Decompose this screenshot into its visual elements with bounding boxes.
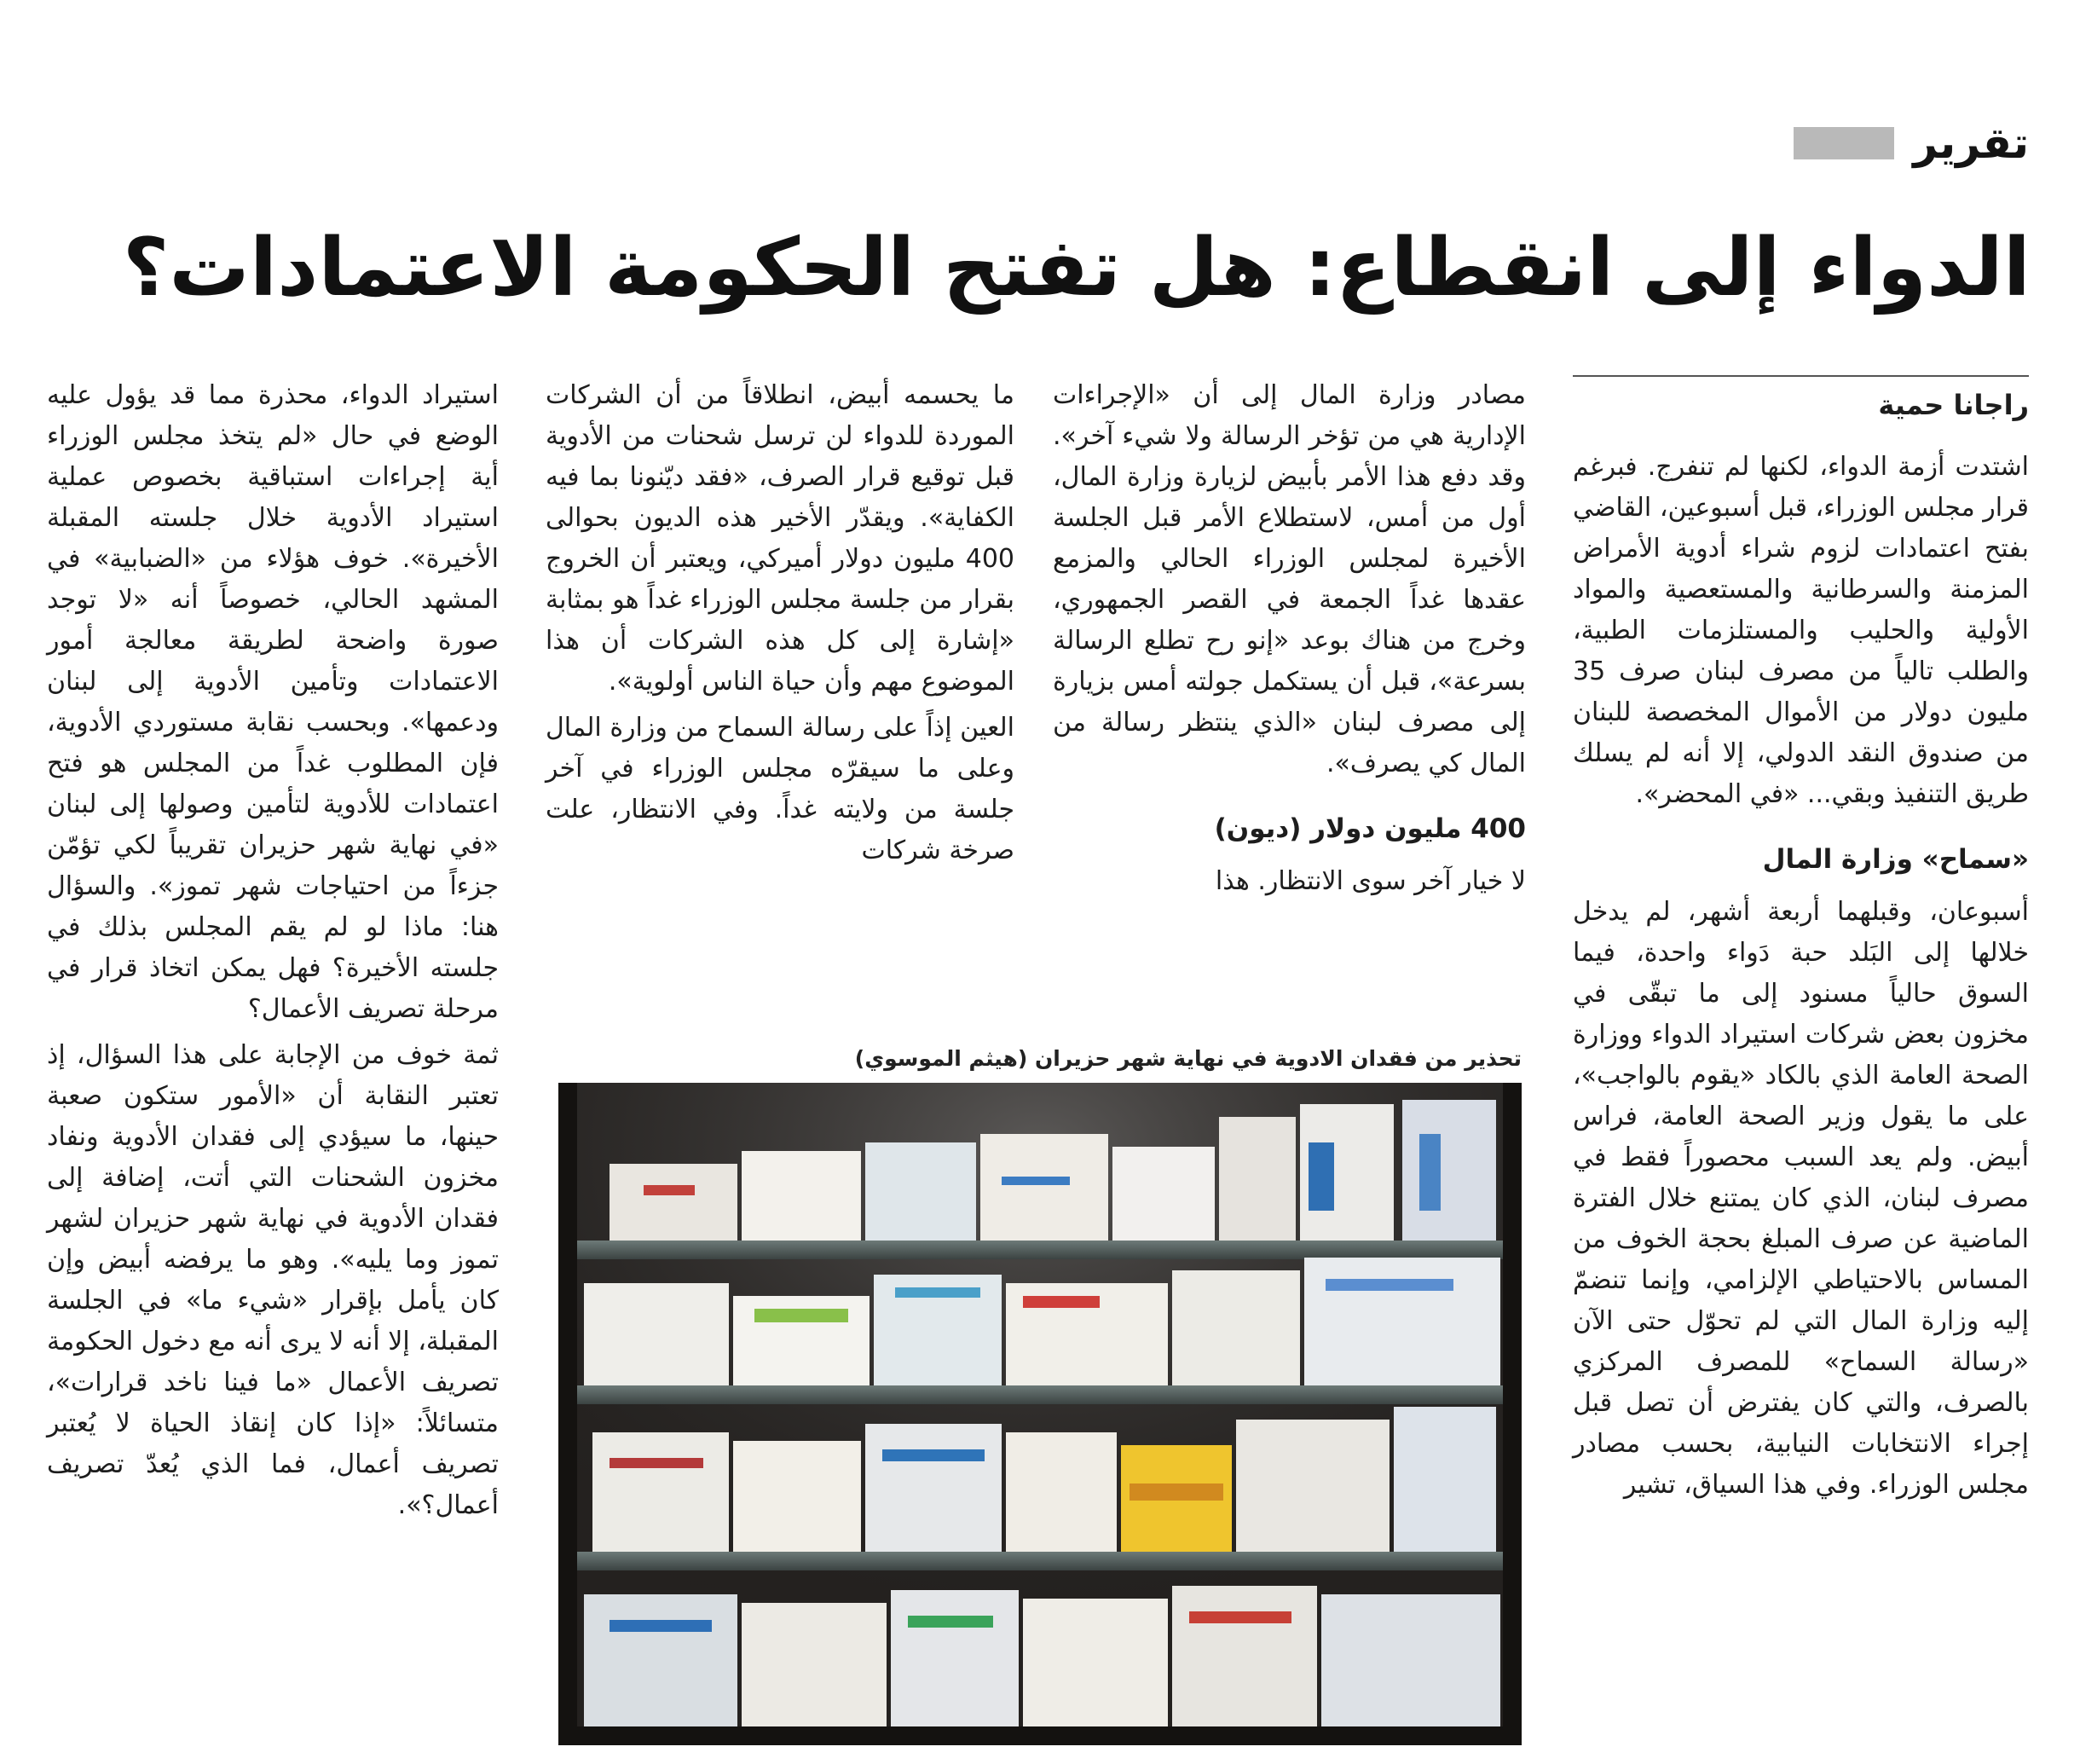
intro-paragraph: اشتدت أزمة الدواء، لكنها لم تنفرج. فبرغم قرار مجلس الوزراء، قبل أسبوعين، القاضي بفتح اعتمادات لزوم شراء أدوية الأمراض المزمنة والسرطانية والمستعصية والمواد الأولية والحليب والمستلزمات الطبية، والطلب تالياً من مصرف لبنان صرف 35 مليون دولار من الأموال المخصصة للبنان من صندوق النقد الدولي، إلا أنه لم يسلك طريق التنفيذ وبقي... «في المحضر». [1573,452,2029,809]
subhead-finance-ministry: «سماح» وزارة المال [1762,844,2029,875]
section-label: تقرير [1913,119,2029,168]
pharmacy-shelf-photo [558,1083,1522,1745]
column-1-paragraph: أسبوعان، وقبلهما أربعة أشهر، لم يدخل خلالها إلى البَلد حبة دَواء واحدة، فيما السوق حالياً مسنود إلى ما تبقّى في مخزون بعض شركات استيراد الدواء ووزارة الصحة العامة الذي بالكاد «يقوم بالواجب»، على ما يقول وزير الصحة العامة، فراس أبيض. ولم يعد السبب محصوراً فقط في مصرف لبنان، الذي كان يمتنع خلال الفترة الماضية عن صرف المبلغ بحجة الخوف من المساس بالاحتياطي الإلزامي، وإنما تنضمّ إليه وزارة المال التي لم تحوّل حتى الآن «رسالة السماح» للمصرف المركزي بالصرف، والتي كان يفترض أن تصل قبل إجراء الانتخابات النيابية، بحسب مصادر مجلس الوزراء. وفي هذا السياق، تشير [1573,897,2029,1500]
headline: الدواء إلى انقطاع: هل تفتح الحكومة الاعتمادات؟ [122,222,2031,315]
byline-rule [1573,375,2029,377]
section-bar [1794,127,1894,159]
column-4 [47,375,499,1531]
column-4-paragraph-2: ثمة خوف من الإجابة على هذا السؤال، إذ تعتبر النقابة أن «الأمور ستكون صعبة حينها، ما سيؤدي إلى فقدان الأدوية ونفاد مخزون الشحنات التي أتت، إضافة إلى فقدان الأدوية في نهاية شهر حزيران لشهر تموز وما يليه». وهو ما يرفضه أبيض وإن كان يأمل بإقرار «شيء ما» في الجلسة المقبلة، إلا أنه لا يرى أنه مع دخول الحكومة تصريف الأعمال «ما فينا ناخد قرارات»، متسائلاً: «إذا كان إنقاذ الحياة لا يُعتبر تصريف أعمال، فما الذي يُعدّ تصريف أعمال؟». [47,1040,499,1520]
column-3-paragraph-2: العين إذاً على رسالة السماح من وزارة المال وعلى ما سيقرّه مجلس الوزراء في آخر جلسة من ولايته غداً. وفي الانتظار، علت صرخة شركات [546,713,1014,865]
subhead-debts: 400 مليون دولار (ديون) [1214,813,1526,844]
photo-caption: تحذير من فقدان الادوية في نهاية شهر حزيران (هيثم الموسوي) [854,1046,1522,1071]
column-2-paragraph: مصادر وزارة المال إلى أن «الإجراءات الإدارية هي من تؤخر الرسالة ولا شيء آخر». وقد دفع هذا الأمر بأبيض لزيارة وزارة المال، أول من أمس، لاستطلاع الأمر قبل الجلسة الأخيرة لمجلس الوزراء الحالي والمزمع عقدها غداً الجمعة في القصر الجمهوري، وخرج من هناك بوعد «إنو رح تطلع الرسالة بسرعة»، قبل أن يستكمل جولته أمس بزيارة إلى مصرف لبنان «الذي ينتظر رسالة من المال كي يصرف». [1053,380,1526,778]
section-tag [1794,118,2029,169]
column-3-paragraph: ما يحسمه أبيض، انطلاقاً من أن الشركات الموردة للدواء لن ترسل شحنات من الأدوية قبل توقيع قرار الصرف، «فقد ديّنونا بما فيه الكفاية». ويقدّر الأخير هذه الديون بحوالى 400 مليون دولار أميركي، ويعتبر أن الخروج بقرار من جلسة مجلس الوزراء غداً هو بمثابة «إشارة إلى كل هذه الشركات أن هذا الموضوع مهم وأن حياة الناس أولوية». [546,380,1014,697]
column-2 [1053,375,1526,907]
column-4-paragraph: استيراد الدواء، محذرة مما قد يؤول عليه الوضع في حال «لم يتخذ مجلس الوزراء أية إجراءات استباقية بخصوص عملية استيراد الأدوية خلال جلسته المقبلة الأخيرة». خوف هؤلاء من «الضبابية» في المشهد الحالي، خصوصاً أنه «لا توجد صورة واضحة لطريقة معالجة أمور الاعتمادات وتأمين الأدوية إلى لبنان ودعمها». وبحسب نقابة مستوردي الأدوية، فإن المطلوب غداً من المجلس هو فتح اعتمادات للأدوية لتأمين وصولها إلى لبنان «في نهاية شهر حزيران تقريباً لكي تؤمّن جزءاً من احتياجات شهر تموز». والسؤال هنا: ماذا لو لم يقم المجلس بذلك في جلسته الأخيرة؟ فهل يمكن اتخاذ قرار في مرحلة تصريف الأعمال؟ [47,380,499,1024]
byline: راجانا حمية [1878,389,2029,421]
column-2-tail: لا خيار آخر سوى الانتظار. هذا [1215,866,1526,896]
column-3 [546,375,1014,876]
column-1 [1573,375,2029,1511]
